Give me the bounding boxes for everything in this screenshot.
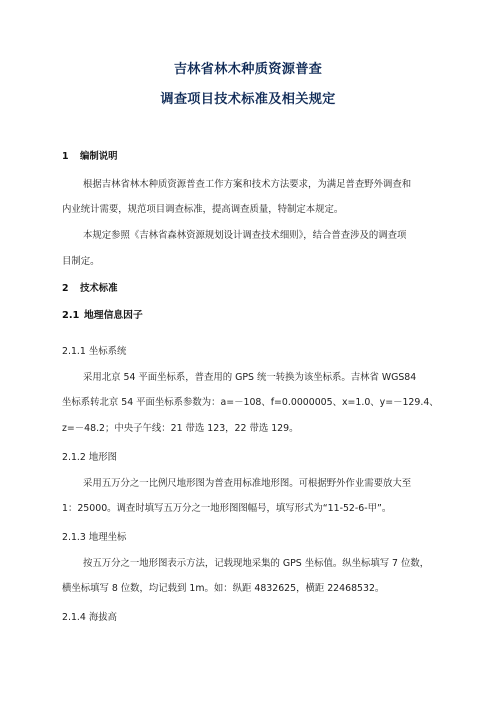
subsection-2-1-4-heading: 2.1.4 海拔高 bbox=[62, 612, 117, 623]
subsection-2-1-2-heading: 2.1.2 地形图 bbox=[62, 452, 117, 463]
doc-title-line-2: 调查项目技术标准及相关规定 bbox=[160, 92, 336, 107]
section-1-number: 1 bbox=[62, 151, 69, 162]
subsection-2-1-2-line-2: 1：25000。调查时填写五万分之一地形图图幅号，填写形式为“11-52-6-甲”。 bbox=[62, 503, 392, 514]
section-2-heading bbox=[62, 283, 118, 295]
section-2-title: 技术标准 bbox=[80, 283, 118, 294]
subsection-2-1-1-line-1: 采用北京 54 平面坐标系，普查用的 GPS 统一转换为该坐标系。吉林省 WGS84 bbox=[83, 372, 417, 383]
subsection-2-1-3-line-1: 按五万分之一地形图表示方法，记载现地采集的 GPS 坐标值。纵坐标填写 7 位数， bbox=[83, 558, 430, 569]
subsection-2-1-3-line-2: 横坐标填写 8 位数，均记载到 1m。如：纵距 4832625，横距 22468532。 bbox=[62, 583, 385, 594]
doc-title-line-1: 吉林省林木种质资源普查 bbox=[173, 62, 323, 77]
paragraph-2-line-1: 本规定参照《吉林省森林资源规划设计调查技术细则》，结合普查涉及的调查项 bbox=[83, 230, 407, 241]
section-2-1-title: 地理信息因子 bbox=[84, 310, 143, 321]
subsection-2-1-1-line-2: 坐标系转北京 54 平面坐标系参数为：a=－108、f=0.0000005、x=1.0、y=－129.4、 bbox=[62, 397, 439, 408]
section-1-heading bbox=[62, 151, 118, 163]
paragraph-2-line-2: 目制定。 bbox=[62, 256, 100, 267]
section-2-1-heading bbox=[62, 310, 143, 322]
section-2-number: 2 bbox=[62, 283, 69, 294]
paragraph-1-line-2: 内业统计需要，规范项目调查标准，提高调查质量，特制定本规定。 bbox=[62, 204, 344, 215]
subsection-2-1-1-line-3: z=－48.2；中央子午线：21 带选 123，22 带选 129。 bbox=[62, 423, 299, 434]
subsection-2-1-1-heading: 2.1.1 坐标系统 bbox=[62, 346, 127, 357]
subsection-2-1-2-line-1: 采用五万分之一比例尺地形图为普查用标准地形图。可根据野外作业需要放大至 bbox=[83, 478, 412, 489]
subsection-2-1-3-heading: 2.1.3 地理坐标 bbox=[62, 532, 127, 543]
section-1-title: 编制说明 bbox=[80, 151, 118, 162]
section-2-1-number: 2.1 bbox=[62, 310, 80, 321]
paragraph-1-line-1: 根据吉林省林木种质资源普查工作方案和技术方法要求，为满足普查野外调查和 bbox=[83, 179, 412, 190]
